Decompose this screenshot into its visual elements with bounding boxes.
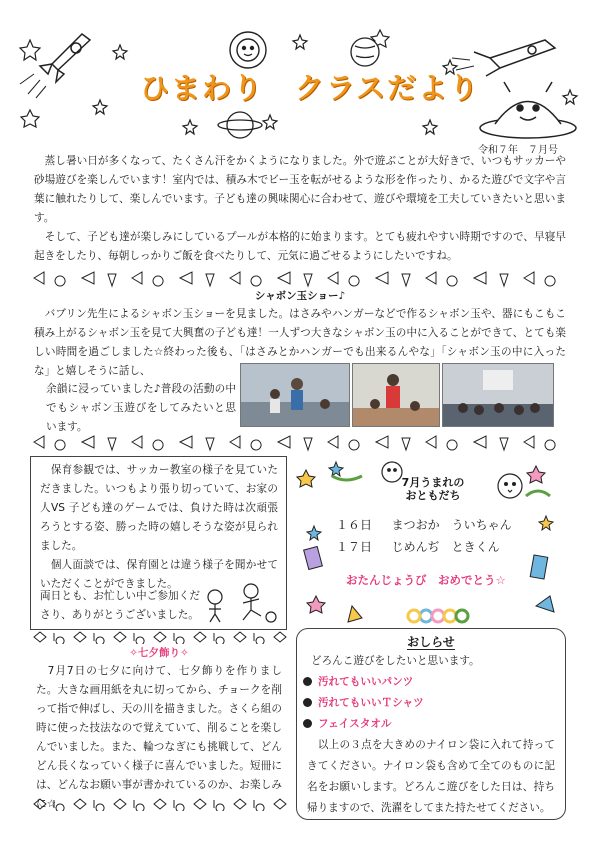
notice-item-text: フェイスタオル xyxy=(318,718,392,730)
birthday-greeting: おたんじょうび おめでとう☆ xyxy=(346,573,506,587)
bubble-show-side-text: 余韻に浸っていました♪普段の活動の中でもシャボン玉遊びをしてみたいと思います。 xyxy=(46,383,236,433)
rocket-icon xyxy=(20,34,90,98)
birthday-entry xyxy=(336,536,500,558)
birthday-day: １７日 xyxy=(336,540,373,554)
birthday-entry xyxy=(336,514,512,536)
bubble-photo-3 xyxy=(442,363,554,427)
bubble-photo-1 xyxy=(240,363,350,427)
notice-box xyxy=(296,628,566,820)
notice-intro: どろんこ遊びをしたいと思います。 xyxy=(311,655,480,667)
issue-date: 令和７年 ７月号 xyxy=(478,145,558,156)
birthday-label-line-2: おともだち xyxy=(405,489,461,502)
observation-paragraph-2: 個人面談では、保育園とは違う様子を聞かせていただくことができました。 xyxy=(40,559,278,590)
ufo-icon xyxy=(480,82,576,138)
bubble-show-body: バブリン先生によるシャボン玉ショーを見ました。はさみやハンガーなどで作るシャボン玉や、器にもこもこ積み上がるシャボン玉を見て大興奮の子ども達！一人ずつ大きなシャボン玉の中に入ることができて、とても楽しい時間を過ごしました☆終わった後も、「はさみとかハンガーでも出来るんやな」「シャボン玉の中に入ったな」と嬉しそうに話し、 xyxy=(34,308,567,377)
birthday-name: まつおか ういちゃん xyxy=(391,518,512,532)
bullet-icon xyxy=(303,677,312,686)
birthday-name: じめんぢ ときくん xyxy=(391,540,500,554)
notice-heading xyxy=(297,633,565,650)
tanabata-heading: ✧七夕飾り✧ xyxy=(129,647,189,659)
notice-item-text: 汚れてもいいＴシャツ xyxy=(318,697,424,709)
notice-item xyxy=(303,693,424,714)
birthday-label-line-1: 7月うまれの xyxy=(401,476,465,489)
ice-cream-border xyxy=(30,268,570,288)
observation-box xyxy=(30,456,287,630)
observation-paragraph-1: 保育参観では、サッカー教室の様子を見ていただきました。いつもより張り切っていて、お家の人VS 子ども達のゲームでは、負けた時は次頑張ろうとする姿、勝った時の嬉しそうな姿が見られました。 xyxy=(40,464,278,552)
children-soccer-icon xyxy=(199,581,281,625)
notice-item xyxy=(303,672,413,693)
birthday-label xyxy=(383,476,483,502)
intro-paragraph-2: そして、子ども達が楽しみにしているプールが本格的に始まります。とても疲れやすい時期ですので、早寝早起きをしたり、毎朝しっかりご飯を食べたりして、元気に過ごせるようにしたいですね。 xyxy=(34,231,566,262)
astronaut-icon xyxy=(230,32,266,68)
notice-body: 以上の３点を大きめのナイロン袋に入れて持ってきてください。ナイロン袋も含めて全てのものに記名をお願いします。どろんこ遊びをした日は、持ち帰りますので、洗濯をしてまた持たせてください。 xyxy=(307,739,555,814)
tanabata-border xyxy=(30,630,288,644)
tanabata-body: 7月7日の七夕に向けて、七夕飾りを作りました。大きな画用紙を丸に切ってから、チョークを削って指で伸ばし、天の川を描きました。さくら組の時に使った技法なので覚えていて、削ることを楽しんでいました。また、輪つなぎにも挑戦して、どんどん長くなっていく様子に喜んでいました。短冊には、どんなお願い事が書かれているのか、お楽しみに☆ xyxy=(36,665,282,810)
intro-section xyxy=(34,152,566,266)
bullet-icon xyxy=(303,698,312,707)
observation-paragraph-3: 両日とも、お忙しい中ご参加くださり、ありがとうございました。 xyxy=(40,590,200,621)
birthday-day: １６日 xyxy=(336,518,373,532)
ice-cream-border xyxy=(30,432,570,452)
notice-heading-text: おしらせ xyxy=(407,635,455,649)
bubble-show-heading: シャボン玉ショー♪ xyxy=(254,290,346,302)
tanabata-border xyxy=(30,797,288,811)
bubble-photo-2 xyxy=(352,363,440,427)
bullet-icon xyxy=(303,719,312,728)
page-title: ひまわり クラスだより xyxy=(140,71,481,105)
notice-item xyxy=(303,714,392,735)
intro-paragraph-1: 蒸し暑い日が多くなって、たくさん汗をかくようになりました。外で遊ぶことが大好きで、いつもサッカーや砂場遊びを楽しんでいます！室内では、積み木でビー玉を転がせるような形を作ったり、かるた遊びで文字や言葉に触れたりして、楽しんでいます。子ども達の興味関心に合わせて、遊びや環境を工夫していきたいと思います。 xyxy=(34,155,567,224)
notice-item-text: 汚れてもいいパンツ xyxy=(318,676,414,688)
